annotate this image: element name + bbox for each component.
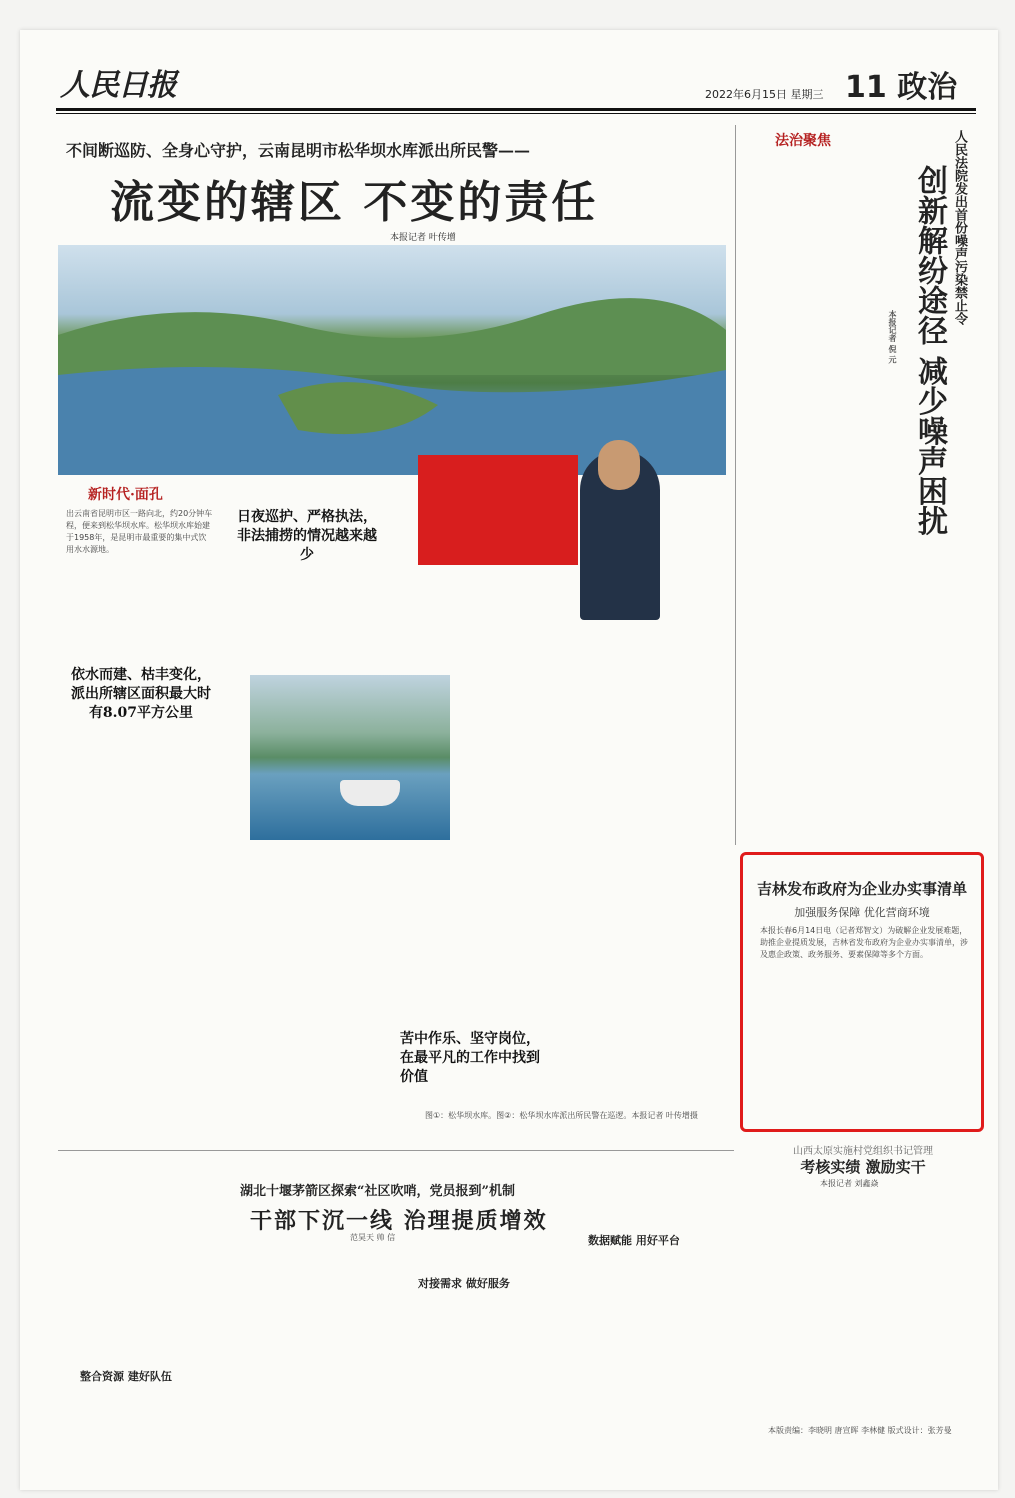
feature-headline: 流变的辖区 不变的责任	[110, 177, 599, 228]
hubei-kicker: 湖北十堰茅箭区探索“社区吹哨，党员报到”机制	[240, 1184, 515, 1199]
patrol-boat-photo	[250, 675, 450, 840]
hills-shape	[58, 298, 726, 375]
footer-editors: 本版责编：李晓明 唐宣晖 李林健 版式设计：张芳曼	[768, 1426, 952, 1435]
patrol-boat	[340, 780, 400, 806]
shanxi-byline: 本报记者 刘鑫焱	[820, 1179, 879, 1188]
hubei-subhead-3: 数据赋能 用好平台	[588, 1234, 680, 1247]
feature-subhead-1: 日夜巡护、严格执法，非法捕捞的情况越来越少	[237, 509, 377, 563]
section-divider	[58, 1150, 734, 1151]
column-tag-face: 新时代·面孔	[88, 487, 163, 503]
hubei-byline: 范昊天 帅 信	[350, 1233, 396, 1242]
feature-intro-text: 出云南省昆明市区一路向北，约20分钟车程，便来到松华坝水库。松华坝水库始建于1958年，是昆明市最重要的集中式饮用水水源地。	[66, 509, 213, 554]
page-number: 11	[845, 70, 887, 105]
feature-subhead-3: 苦中作乐、坚守岗位，在最平凡的工作中找到价值	[400, 1031, 540, 1085]
masthead-rule-thin	[56, 113, 976, 114]
column-divider	[735, 125, 736, 845]
law-column-tag: 法治聚焦	[775, 133, 831, 149]
page-section	[845, 62, 957, 106]
photo-caption: 图①：松华坝水库。图②：松华坝水库派出所民警在巡逻。本报记者 叶传增摄	[425, 1111, 698, 1120]
hubei-subhead-2: 对接需求 做好服务	[418, 1277, 510, 1290]
section-name: 政治	[897, 70, 958, 105]
jilin-title: 吉林发布政府为企业办实事清单	[756, 880, 967, 898]
law-side-title: 人民法院发出首份噪声污染禁止令	[952, 130, 967, 325]
feature-byline: 本报记者 叶传增	[390, 233, 456, 243]
police-officer-head	[598, 440, 640, 490]
feature-kicker: 不间断巡防、全身心守护，云南昆明市松华坝水库派出所民警——	[66, 141, 531, 160]
hubei-subhead-1: 整合资源 建好队伍	[80, 1370, 172, 1383]
feature-subhead-2: 依水而建、枯丰变化，派出所辖区面积最大时有8.07平方公里	[71, 667, 211, 721]
jilin-text: 本报长春6月14日电（记者郑智文）为破解企业发展难题，助推企业提质发展，吉林省发布政府为企业办实事清单，涉及惠企政策、政务服务、要素保障等多个方面。	[760, 926, 968, 959]
newspaper-logo: 人民日报	[60, 68, 176, 103]
law-byline: 本报记者 倪 元	[888, 310, 898, 364]
shanxi-title: 考核实绩 激励实干	[800, 1158, 926, 1176]
law-main-title: 创新解纷途径 减少噪声困扰	[912, 165, 947, 536]
hubei-title: 干部下沉一线 治理提质增效	[250, 1208, 548, 1234]
national-flag-image	[418, 455, 578, 565]
jilin-subtitle: 加强服务保障 优化营商环境	[794, 906, 930, 919]
masthead-rule	[56, 108, 976, 111]
shanxi-kicker: 山西太原实施村党组织书记管理	[793, 1146, 933, 1157]
issue-date: 2022年6月15日 星期三	[705, 88, 824, 101]
